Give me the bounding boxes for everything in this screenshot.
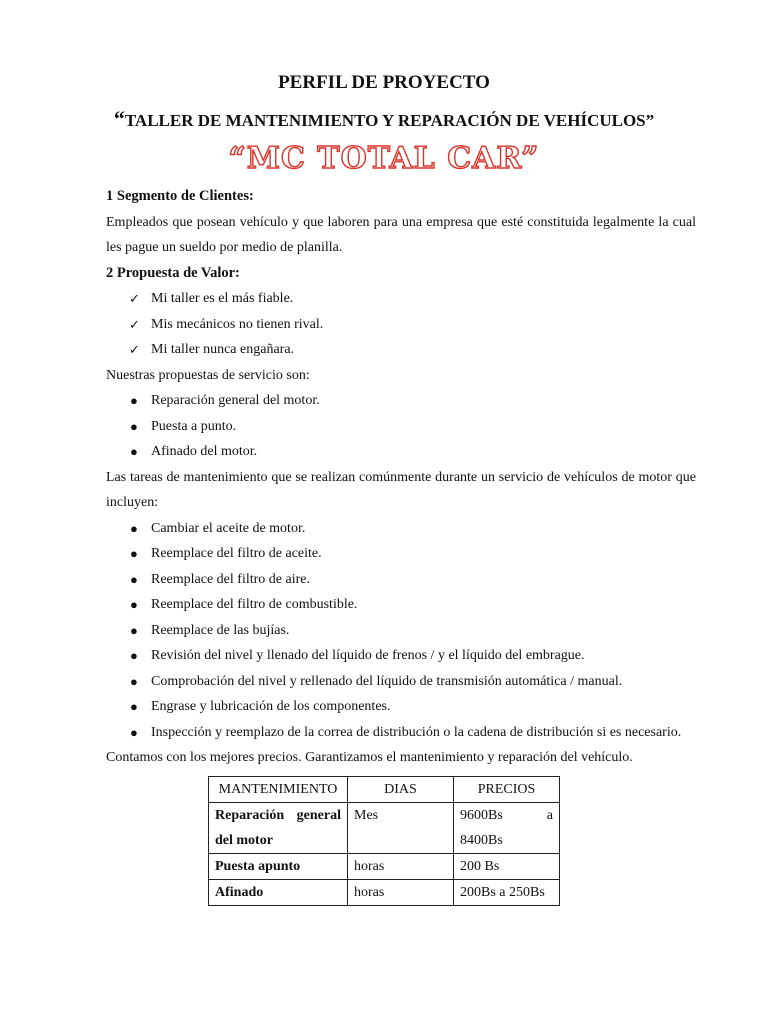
bullet-icon: ● [130,571,138,587]
checkmark-icon: ✓ [129,291,140,306]
prices-table [208,776,560,906]
services-list [106,388,696,465]
list-item: ✓ Mi taller nunca engañara. [106,337,696,363]
bullet-icon: ● [130,673,138,689]
list-item: ● Revisión del nivel y llenado del líquido de frenos / y el líquido del embrague. [106,643,696,669]
cell-price: 200Bs a 250Bs [454,880,560,906]
table-row [209,880,560,906]
list-item: ● Reemplace de las bujías. [106,618,696,644]
cell-service: Afinado [209,880,348,906]
list-item: ● Comprobación del nivel y rellenado del líquido de transmisión automática / manual. [106,669,696,695]
cell-price: 200 Bs [454,854,560,880]
bullet-icon: ● [130,724,138,740]
services-intro: Nuestras propuestas de servicio son: [106,367,310,383]
bullet-icon: ● [130,520,138,536]
tasks-intro: Las tareas de mantenimiento que se realizan comúnmente durante un servicio de vehículos de motor que incluyen: [106,469,696,510]
cell-days: Mes [348,803,454,854]
list-item: ● Puesta a punto. [106,414,696,440]
document-subtitle [0,106,768,132]
document-title: PERFIL DE PROYECTO [278,72,490,93]
value-list [106,286,696,363]
header-dias: DIAS [348,777,454,803]
brand-wordart [219,138,549,176]
list-item: ● Reemplace del filtro de aire. [106,567,696,593]
cell-service: Puesta apunto [209,854,348,880]
table-header-row [209,777,560,803]
bullet-icon: ● [130,597,138,612]
bullet-icon: ● [130,393,138,408]
list-item: ● Engrase y lubricación de los componentes. [106,694,696,720]
cell-service: Reparación general del motor [209,803,348,854]
cell-days: horas [348,880,454,906]
bullet-icon: ● [130,699,138,714]
bullet-icon: ● [130,444,138,459]
header-precios: PRECIOS [454,777,560,803]
list-item: ● Reemplace del filtro de combustible. [106,592,696,618]
section-heading-clients: 1 Segmento de Clientes: [106,188,254,204]
checkmark-icon: ✓ [129,342,140,357]
table-row [209,854,560,880]
clients-paragraph: Empleados que posean vehículo y que laboren para una empresa que esté constituida legalmente la cual les pague un sueldo por medio de planilla. [106,214,696,255]
bullet-icon: ● [130,546,138,561]
closing-paragraph: Contamos con los mejores precios. Garantizamos el mantenimiento y reparación del vehículo. [106,750,633,765]
list-item: ● Inspección y reemplazo de la correa de distribución o la cadena de distribución si es necesario. [106,720,696,746]
bullet-icon: ● [130,418,138,434]
list-item: ✓ Mi taller es el más fiable. [106,286,696,312]
bullet-icon: ● [130,648,138,663]
brand-text: “MC TOTAL CAR” [228,141,540,176]
cell-price: 9600Bs a 8400Bs [454,803,560,854]
table-row [209,803,560,854]
header-mantenimiento: MANTENIMIENTO [209,777,348,803]
tasks-list [106,516,696,746]
checkmark-icon: ✓ [129,316,140,332]
cell-days: horas [348,854,454,880]
document-body [106,184,696,771]
brand-logo [0,138,768,176]
list-item: ● Cambiar el aceite de motor. [106,516,696,542]
list-item: ● Reparación general del motor. [106,388,696,414]
section-heading-value: 2 Propuesta de Valor: [106,264,240,281]
subtitle-text: TALLER DE MANTENIMIENTO Y REPARACIÓN DE VEHÍCULOS” [124,111,655,130]
list-item: ✓ Mis mecánicos no tienen rival. [106,312,696,338]
subtitle-open-quote: “ [113,106,125,131]
bullet-icon: ● [130,622,138,638]
list-item: ● Reemplace del filtro de aceite. [106,541,696,567]
list-item: ● Afinado del motor. [106,439,696,465]
